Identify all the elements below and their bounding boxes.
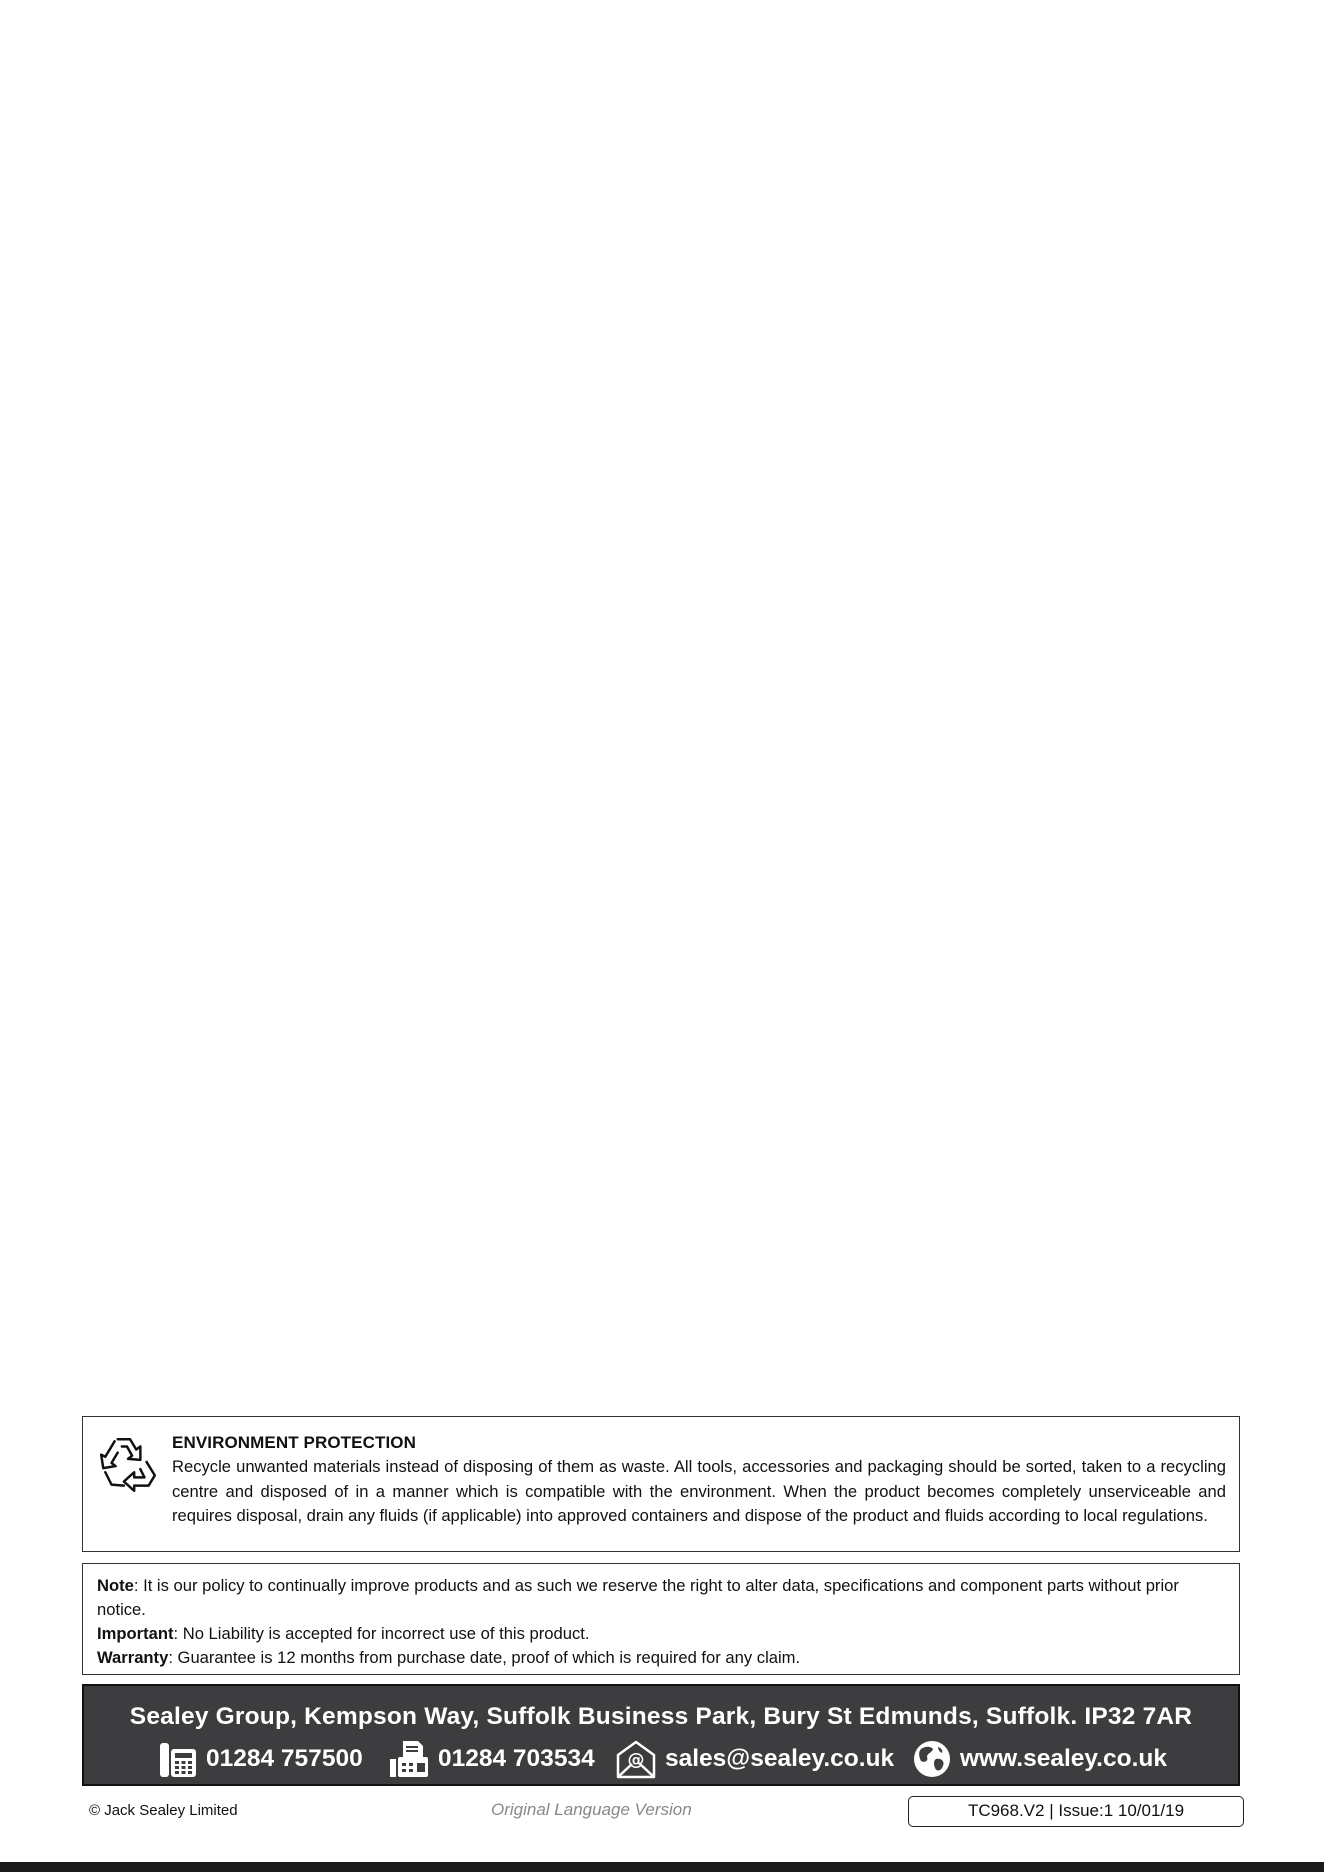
- contact-bar: [82, 1684, 1240, 1786]
- phone-number: 01284 757500: [206, 1745, 363, 1772]
- important-text: : No Liability is accepted for incorrect use of this product.: [173, 1624, 590, 1643]
- document-reference: TC968.V2 | Issue:1 10/01/19: [908, 1796, 1244, 1827]
- telephone-icon: [158, 1739, 198, 1779]
- notices-box: [82, 1563, 1240, 1675]
- warranty-label: Warranty: [97, 1648, 169, 1667]
- important-label: Important: [97, 1624, 174, 1643]
- environment-text: Recycle unwanted materials instead of disposing of them as waste. All tools, accessories and packaging should be sorted, taken to a recycling centre and disposed of in a manner which is compatible with the environment. When the product becomes completely unserviceable and requires disposal, drain any fluids (if applicable) into approved containers and dispose of the product and fluids according to local regulations.: [172, 1457, 1226, 1525]
- note-text: : It is our policy to continually improve products and as such we reserve the right to alter data, specifications and component parts without prior notice.: [97, 1576, 1179, 1619]
- globe-icon: [912, 1739, 952, 1779]
- fax-icon: [388, 1739, 430, 1779]
- warranty-text: : Guarantee is 12 months from purchase date, proof of which is required for any claim.: [168, 1648, 801, 1667]
- fax-number: 01284 703534: [438, 1745, 595, 1772]
- fax-contact[interactable]: [388, 1738, 595, 1780]
- email-icon: [615, 1739, 657, 1779]
- website-address: www.sealey.co.uk: [960, 1745, 1167, 1772]
- website-contact[interactable]: [912, 1738, 1167, 1780]
- email-address: sales@sealey.co.uk: [665, 1745, 895, 1772]
- environment-protection-box: [82, 1416, 1240, 1552]
- language-version: Original Language Version: [491, 1800, 692, 1819]
- svg-text:@: @: [627, 1750, 645, 1770]
- contact-row: [84, 1738, 1238, 1780]
- important-paragraph: [97, 1622, 1227, 1646]
- environment-title: ENVIRONMENT PROTECTION: [172, 1433, 416, 1452]
- copyright-text: © Jack Sealey Limited: [89, 1802, 238, 1819]
- phone-contact[interactable]: [158, 1738, 363, 1780]
- warranty-paragraph: [97, 1646, 1227, 1670]
- note-label: Note: [97, 1576, 134, 1595]
- email-contact[interactable]: [615, 1738, 894, 1780]
- note-paragraph: [97, 1574, 1227, 1622]
- company-address: Sealey Group, Kempson Way, Suffolk Business Park, Bury St Edmunds, Suffolk. IP32 7AR: [129, 1703, 1193, 1730]
- bottom-border: [0, 1862, 1324, 1872]
- recycle-icon: [95, 1431, 161, 1497]
